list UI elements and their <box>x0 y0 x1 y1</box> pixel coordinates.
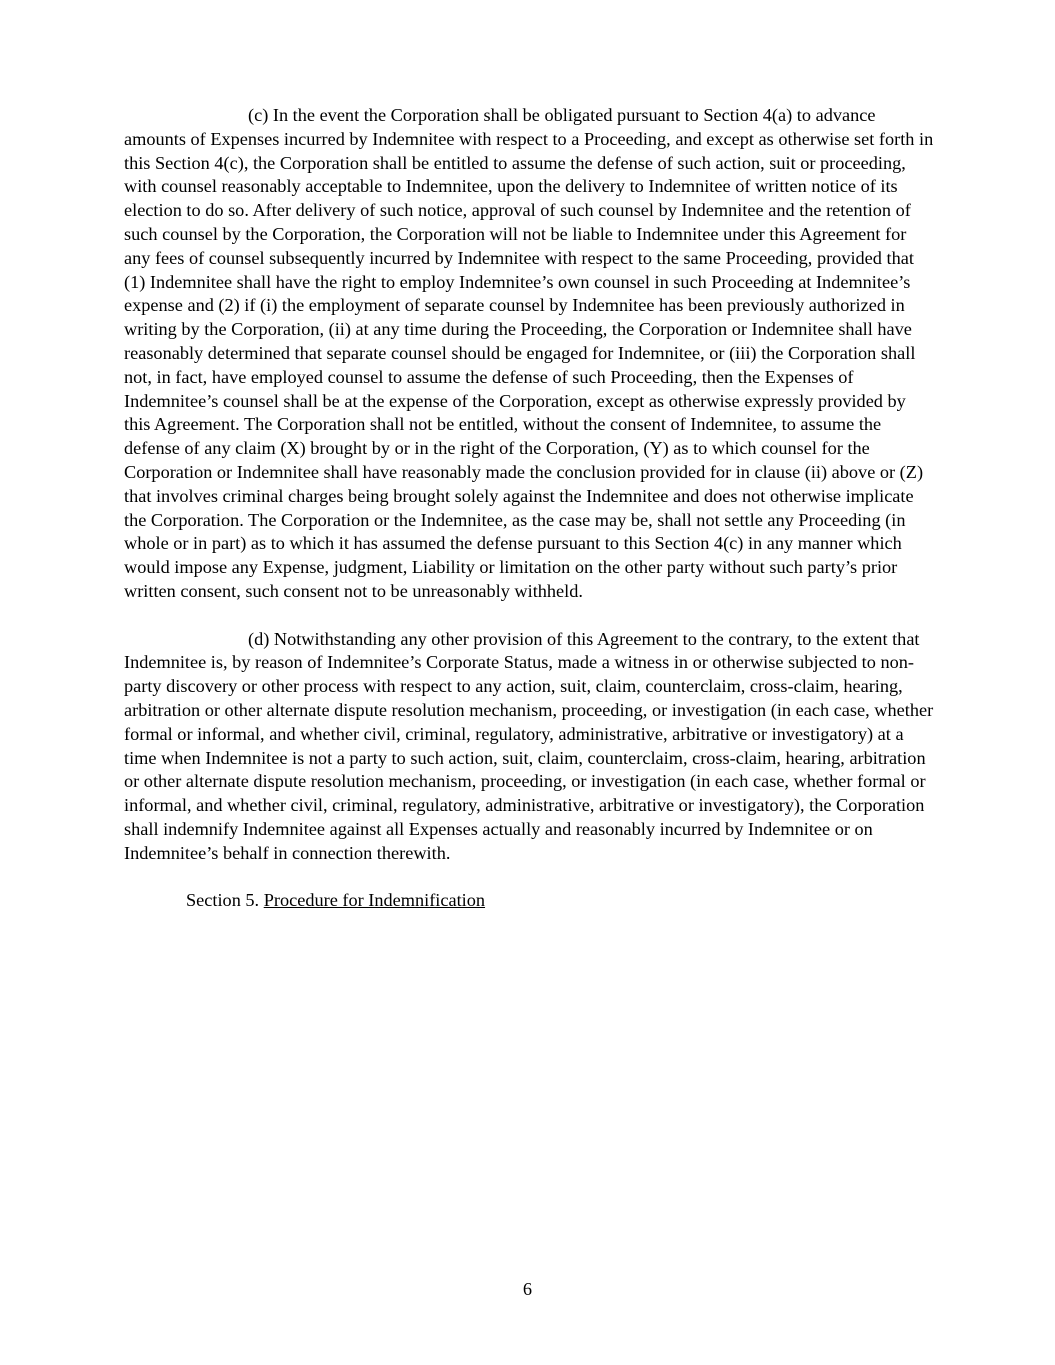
section-label: Section 5. <box>186 890 260 911</box>
paragraph-4c: (c) In the event the Corporation shall be obligated pursuant to Section 4(a) to advance amounts of Expenses incurred by Indemnitee with respect to a Proceeding, and except as otherwise set forth in this Section 4(c), the Corporation shall be entitled to assume the defense of such action, suit or proceeding, with counsel reasonably acceptable to Indemnitee, upon the delivery to Indemnitee of written notice of its election to do so. After delivery of such notice, approval of such counsel by Indemnitee and the retention of such counsel by the Corporation, the Corporation will not be liable to Indemnitee under this Agreement for any fees of counsel subsequently incurred by Indemnitee with respect to the same Proceeding, provided that (1) Indemnitee shall have the right to employ Indemnitee’s own counsel in such Proceeding at Indemnitee’s expense and (2) if (i) the employment of separate counsel by Indemnitee has been previously authorized in writing by the Corporation, (ii) at any time during the Proceeding, the Corporation or Indemnitee shall have reasonably determined that separate counsel should be engaged for Indemnitee, or (iii) the Corporation shall not, in fact, have employed counsel to assume the defense of such Proceeding, then the Expenses of Indemnitee’s counsel shall be at the expense of the Corporation, except as otherwise expressly provided by this Agreement. The Corporation shall not be entitled, without the consent of Indemnitee, to assume the defense of any claim (X) brought by or in the right of the Corporation, (Y) as to which counsel for the Corporation or Indemnitee shall have reasonably made the conclusion provided for in clause (ii) above or (Z) that involves criminal charges being brought solely against the Indemnitee and does not otherwise implicate the Corporation. The Corporation or the Indemnitee, as the case may be, shall not settle any Proceeding (in whole or in part) as to which it has assumed the defense pursuant to this Section 4(c) in any manner which would impose any Expense, judgment, Liability or limitation on the other party without such party’s prior written consent, such consent not to be unreasonably withheld. <box>124 105 934 601</box>
section-heading <box>186 889 936 913</box>
document-page <box>124 104 936 913</box>
paragraph-4d: (d) Notwithstanding any other provision of this Agreement to the contrary, to the extent that Indemnitee is, by reason of Indemnitee’s Corporate Status, made a witness in or otherwise subjected to non-party discovery or other process with respect to any action, suit, claim, counterclaim, cross-claim, hearing, arbitration or other alternate dispute resolution mechanism, proceeding, or investigation (in each case, whether formal or informal, and whether civil, criminal, regulatory, administrative, arbitrative or investigatory) at a time when Indemnitee is not a party to such action, suit, claim, counterclaim, cross-claim, hearing, arbitration or other alternate dispute resolution mechanism, proceeding, or investigation (in each case, whether formal or informal, and whether civil, criminal, regulatory, administrative, arbitrative or investigatory), the Corporation shall indemnify Indemnitee against all Expenses actually and reasonably incurred by Indemnitee or on Indemnitee’s behalf in connection therewith. <box>124 628 934 863</box>
page-number: 6 <box>522 1279 533 1299</box>
section-title: Procedure for Indemnification <box>263 890 486 911</box>
